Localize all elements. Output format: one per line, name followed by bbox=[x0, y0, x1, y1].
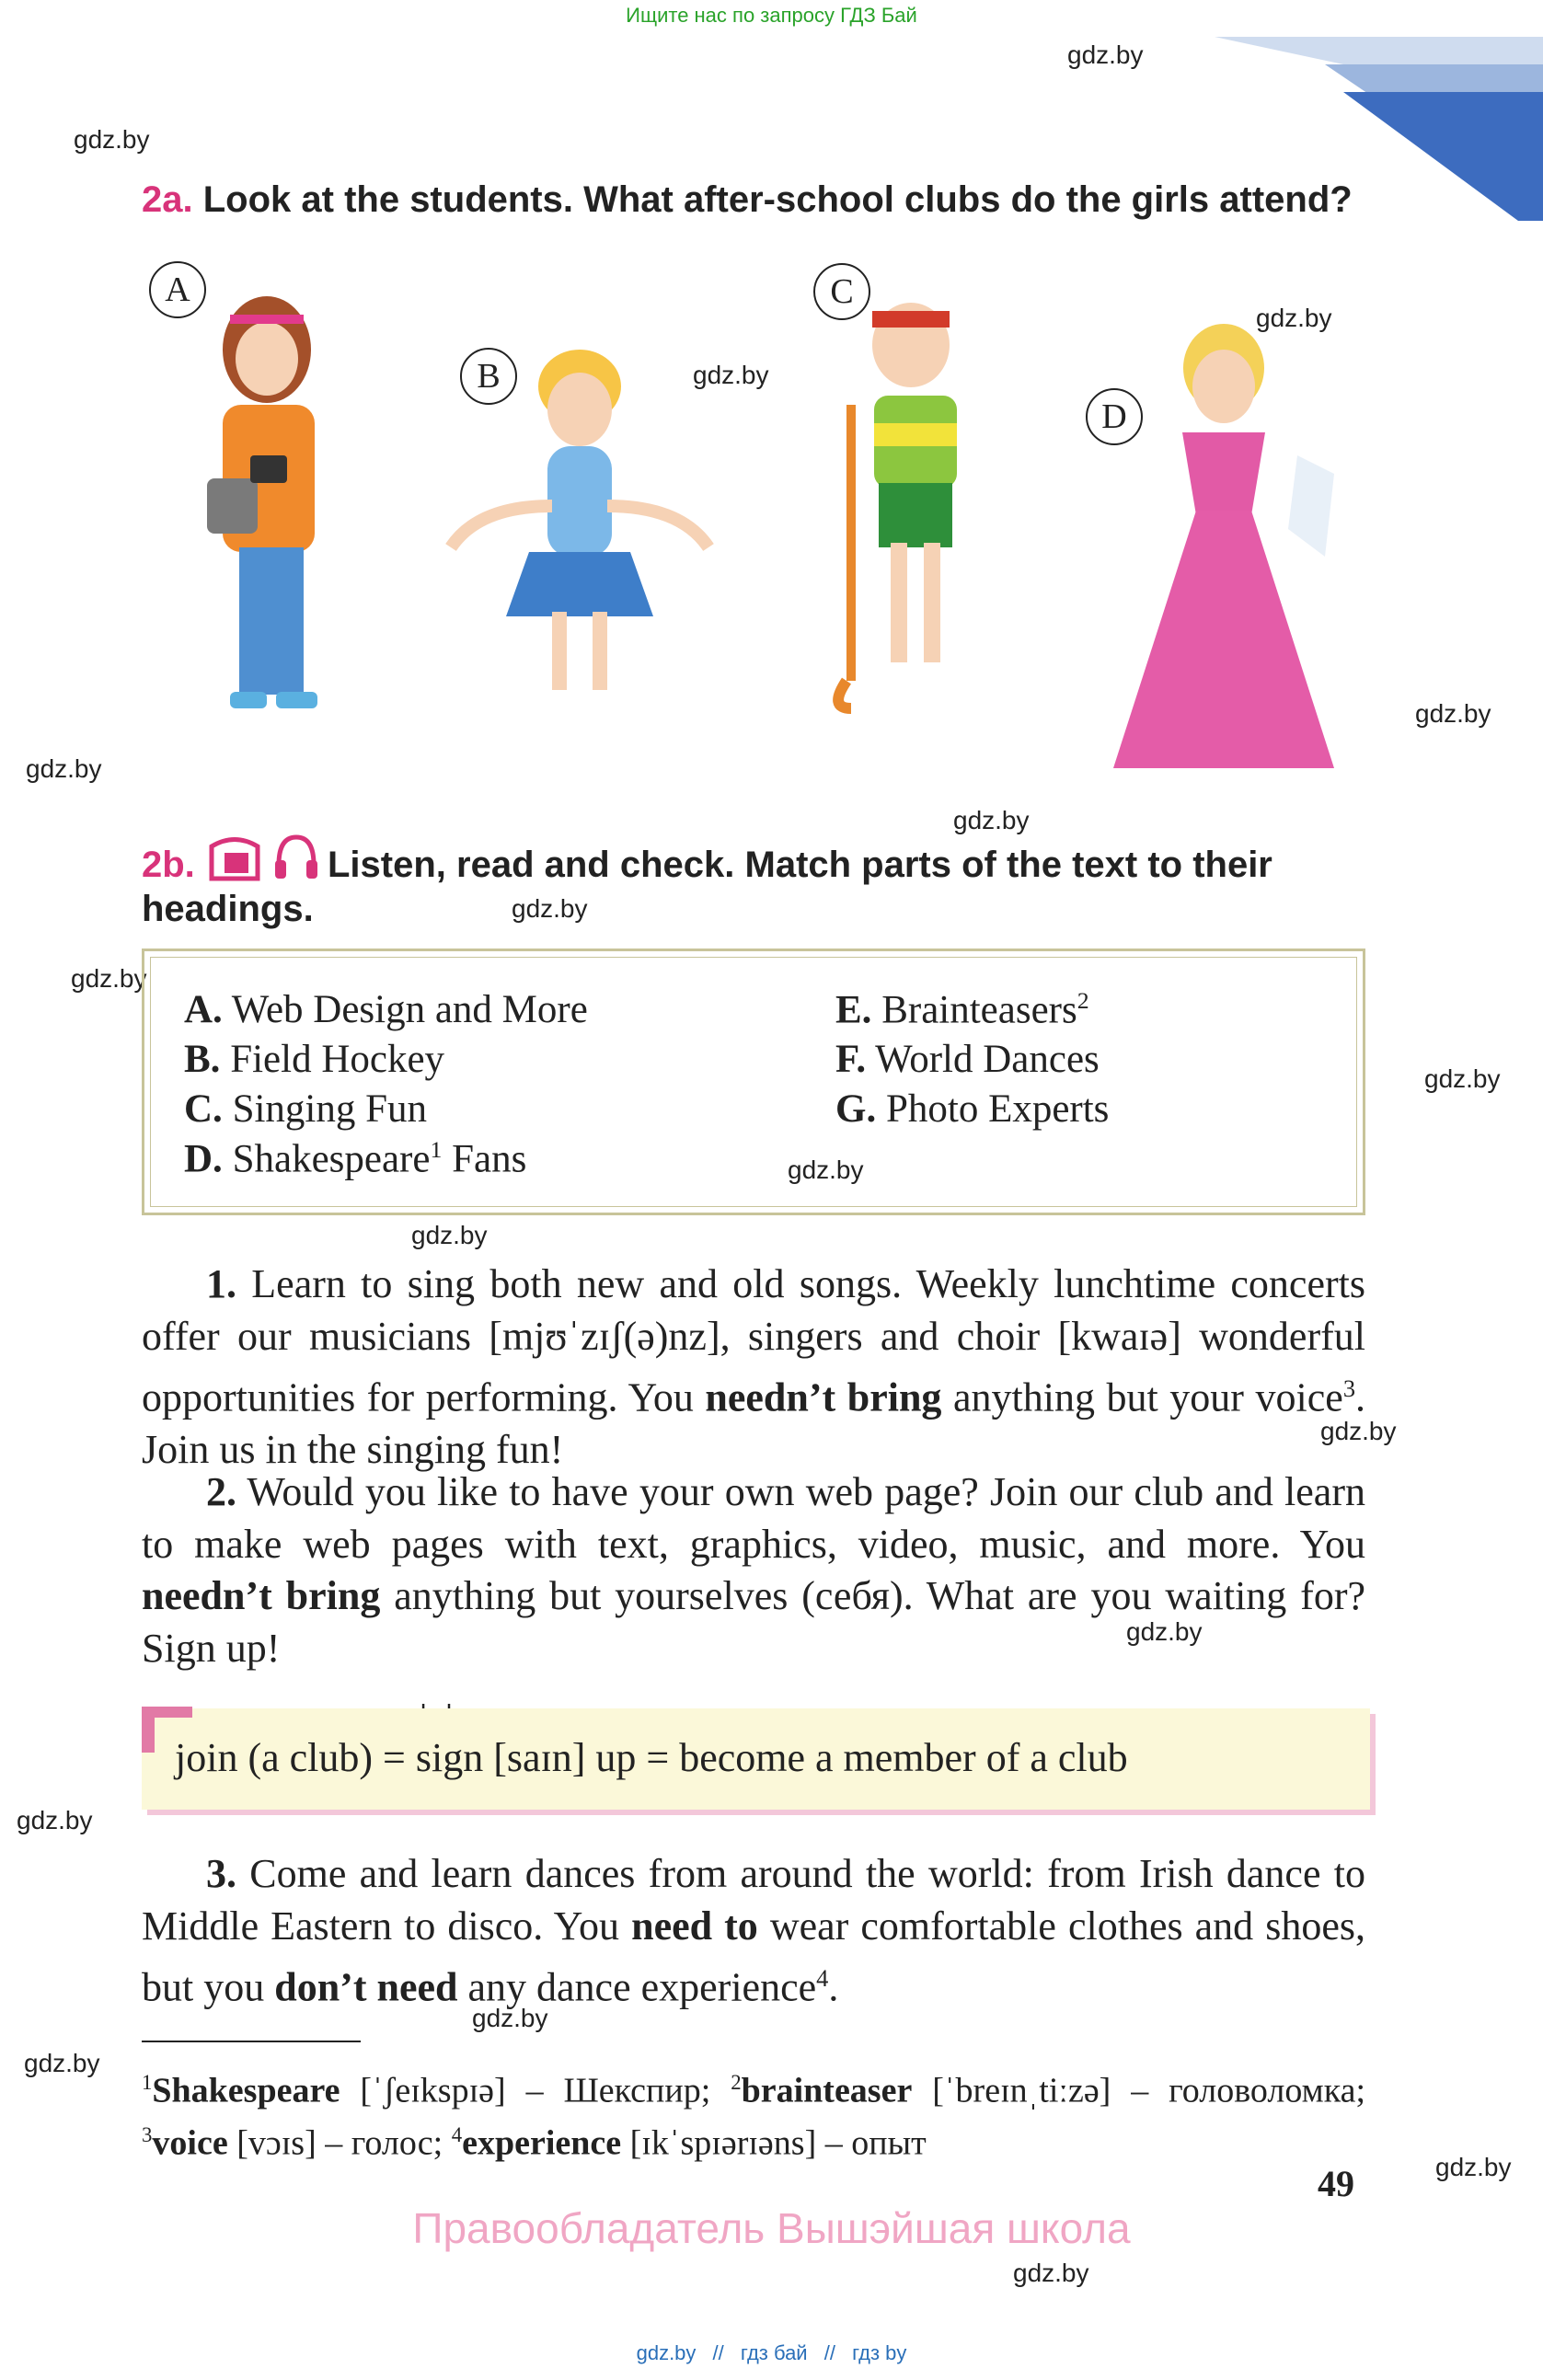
photographer-girl-illustration bbox=[166, 294, 368, 727]
figure-label-b: B bbox=[460, 348, 517, 405]
heading-item: A. Web Design and More bbox=[184, 988, 588, 1031]
exercise-2b-heading bbox=[142, 845, 195, 886]
heading-item: C. Singing Fun bbox=[184, 1087, 428, 1131]
watermark[interactable]: gdz.by bbox=[1415, 699, 1491, 728]
watermark[interactable]: gdz.by bbox=[1320, 1417, 1397, 1445]
exercise-number: 2a. bbox=[142, 179, 193, 220]
figure-label-a: A bbox=[149, 261, 206, 318]
watermark[interactable]: gdz.by bbox=[1126, 1617, 1203, 1646]
vocabulary-note: join (a club) = sign [saɪn] up = become a member of a club bbox=[175, 1735, 1128, 1780]
paragraph-2: 2. Would you like to have your own web page? Join our club and learn to make web pages with text, graphics, video, music, and more. You needn’t bring anything but yourselves (себя). What are you waiting for? Sign up! bbox=[142, 1469, 1365, 1671]
page-number: 49 bbox=[1318, 2163, 1354, 2204]
bottom-link[interactable]: гдз by bbox=[852, 2341, 907, 2364]
watermark[interactable]: gdz.by bbox=[788, 1156, 864, 1184]
heading-item: F. World Dances bbox=[835, 1038, 1100, 1081]
watermark[interactable]: gdz.by bbox=[693, 361, 769, 389]
heading-item: E. Brainteasers$^2$ bbox=[835, 987, 1089, 1032]
figure-label-d: D bbox=[1086, 388, 1143, 445]
link-separator: // bbox=[712, 2341, 724, 2364]
watermark[interactable]: gdz.by bbox=[1067, 40, 1144, 69]
watermark[interactable]: gdz.by bbox=[953, 806, 1030, 834]
dancer-girl-illustration bbox=[442, 350, 718, 782]
paragraph-3: 3. Come and learn dances from around the world: from Irish dance to Middle Eastern to disco. You need to wear comfortable clothes and shoes, but you don’t need any dance experience$^4$. bbox=[142, 1851, 1365, 2010]
exercise-instruction-line2: headings. bbox=[142, 889, 314, 929]
bottom-link[interactable]: гдз бай bbox=[740, 2341, 808, 2364]
book-cd-icon bbox=[202, 833, 267, 883]
bottom-link[interactable]: gdz.by bbox=[636, 2341, 697, 2364]
watermark[interactable]: gdz.by bbox=[17, 1806, 93, 1834]
exercise-2a-heading bbox=[142, 179, 1353, 221]
link-separator: // bbox=[823, 2341, 835, 2364]
heading-item: G. Photo Experts bbox=[835, 1087, 1110, 1131]
watermark[interactable]: gdz.by bbox=[24, 2049, 100, 2077]
headphones-icon bbox=[271, 833, 322, 883]
paragraph-1: 1. Learn to sing both new and old songs. Weekly lunchtime concerts offer our musicians [mjʊˈzɪʃ(ə)nz], singers and choir [kwaɪə] wonderful opportunities for performing. You needn’t bring anything but your voice$^3$. Join us in the singing fun! bbox=[142, 1261, 1366, 1473]
exercise-instruction: Listen, read and check. Match parts of the text to their bbox=[328, 845, 1272, 885]
copyright-notice: Правообладатель Вышэйшая школа bbox=[412, 2204, 1131, 2252]
actress-girl-illustration bbox=[1086, 317, 1353, 787]
top-banner[interactable]: Ищите нас по запросу ГДЗ Бай bbox=[626, 4, 917, 27]
heading-item: D. Shakespeare$^1$ Fans bbox=[184, 1136, 527, 1181]
watermark[interactable]: gdz.by bbox=[71, 964, 147, 993]
watermark[interactable]: gdz.by bbox=[26, 754, 102, 783]
note-corner-decoration bbox=[142, 1707, 192, 1718]
watermark[interactable]: gdz.by bbox=[1424, 1064, 1501, 1093]
watermark[interactable]: gdz.by bbox=[74, 125, 150, 154]
watermark[interactable]: gdz.by bbox=[1013, 2259, 1089, 2287]
watermark[interactable]: gdz.by bbox=[1256, 304, 1332, 332]
watermark[interactable]: gdz.by bbox=[512, 894, 588, 923]
footnote-divider bbox=[142, 2041, 361, 2042]
heading-item: B. Field Hockey bbox=[184, 1038, 445, 1081]
bottom-links bbox=[0, 2341, 1543, 2365]
footnotes: $^1$Shakespeare [ˈʃeɪkspɪə] – Шекспир; $^2$brainteaser [ˈbreɪnˌtiːzə] – головоломка; $^3$voice [vɔɪs] – голос; $^4$experience [ɪkˈspɪərɪəns] – опыт bbox=[142, 2071, 1366, 2163]
exercise-number: 2b. bbox=[142, 845, 195, 885]
watermark[interactable]: gdz.by bbox=[1435, 2153, 1512, 2181]
watermark[interactable]: gdz.by bbox=[411, 1221, 488, 1249]
watermark[interactable]: gdz.by bbox=[472, 2004, 548, 2032]
exercise-instruction: Look at the students. What after-school clubs do the girls attend? bbox=[202, 179, 1353, 220]
hockey-girl-illustration bbox=[810, 294, 1012, 727]
figure-label-c: C bbox=[813, 263, 870, 320]
